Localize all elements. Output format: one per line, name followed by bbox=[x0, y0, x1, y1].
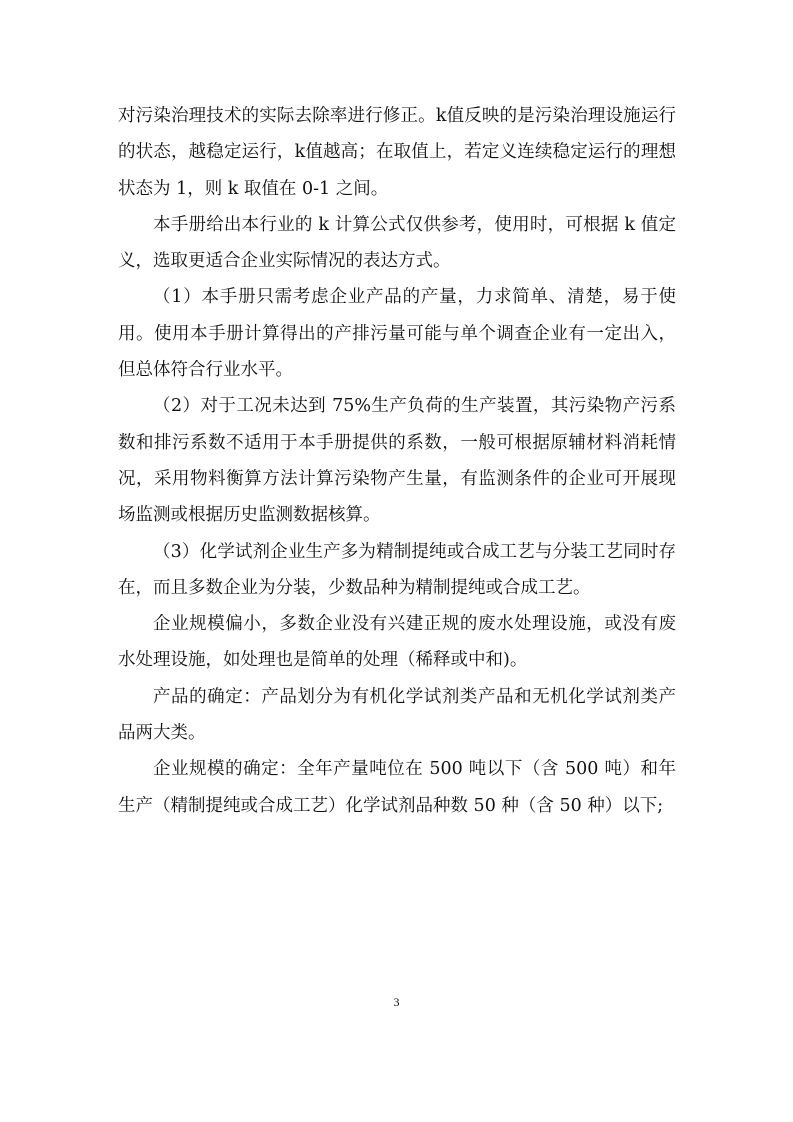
body-text bbox=[118, 98, 676, 824]
page-number: 3 bbox=[393, 995, 400, 1009]
paragraph-k-value-definition: 对污染治理技术的实际去除率进行修正。k值反映的是污染治理设施运行的状态，越稳定运行，k值越高；在取值上，若定义连续稳定运行的理想状态为 1，则 k 取值在 0-1 之间。 bbox=[118, 106, 676, 199]
paragraph-item-2: （2）对于工况未达到 75%生产负荷的生产装置，其污染物产污系数和排污系数不适用于本手册提供的系数，一般可根据原辅材料消耗情况，采用物料衡算方法计算污染物产生量，有监测条件的企业可开展现场监测或根据历史监测数据核算。 bbox=[118, 396, 676, 526]
paragraph-scale-definition: 企业规模的确定：全年产量吨位在 500 吨以下（含 500 吨）和年生产（精制提纯或合成工艺）化学试剂品种数 50 种（含 50 种）以下; bbox=[118, 759, 676, 816]
paragraph-item-1: （1）本手册只需考虑企业产品的产量，力求简单、清楚，易于使用。使用本手册计算得出的产排污量可能与单个调查企业有一定出入，但总体符合行业水平。 bbox=[118, 287, 676, 381]
paragraph-product-definition: 产品的确定：产品划分为有机化学试剂类产品和无机化学试剂类产品两大类。 bbox=[118, 686, 676, 744]
paragraph-k-formula-note: 本手册给出本行业的 k 计算公式仅供参考，使用时，可根据 k 值定义，选取更适合企业实际情况的表达方式。 bbox=[118, 214, 676, 272]
paragraph-enterprise-scale: 企业规模偏小，多数企业没有兴建正规的废水处理设施，或没有废水处理设施，如处理也是简单的处理（稀释或中和)。 bbox=[118, 614, 676, 671]
paragraph-item-3: （3）化学试剂企业生产多为精制提纯或合成工艺与分装工艺同时存在，而且多数企业为分装，少数品种为精制提纯或合成工艺。 bbox=[118, 541, 676, 598]
